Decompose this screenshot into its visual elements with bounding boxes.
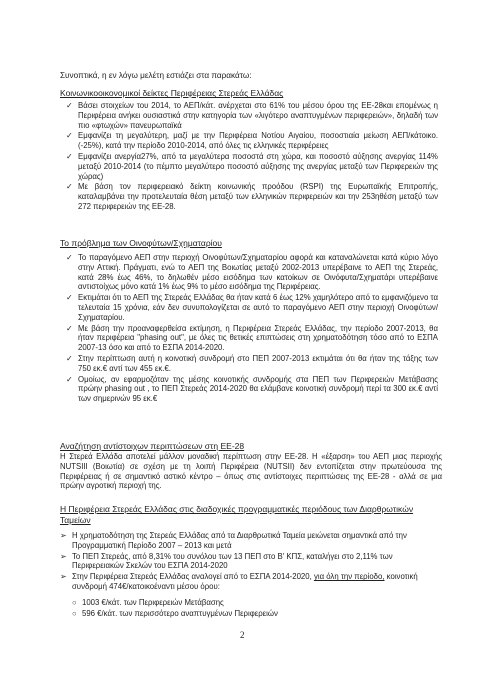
list-item: ➢ Στην Περιφέρεια Στερεάς Ελλάδας αναλογεί από το ΕΣΠΑ 2014-2020, για όλη την περίοδο, κοινοτική συνδρομή 474€/κατοικοέναντι μέσου όρου: <box>60 572 418 591</box>
oinofyta-bullets <box>66 253 438 405</box>
checkmark-bullet-icon: ✓ <box>66 101 73 110</box>
funding-sub-bullets <box>72 597 278 619</box>
section-heading-oinofyta: Το πρόβλημα των Οινοφύτων/Σχηματαρίου <box>60 238 222 248</box>
checkmark-bullet-icon: ✓ <box>66 323 73 333</box>
checkmark-bullet-icon: ✓ <box>66 353 73 363</box>
list-item: ○ 1003 €/κάτ. των Περιφερειών Μετάβασης <box>72 598 224 607</box>
list-item: ✓ Εμφανίζει ανεργία27%, από τα μεγαλύτερα ποσοστά στη χώρα, και ποσοστό αύξησης ανεργίας 114% μεταξύ 2010-2014 (το πέμπτο μεγαλύτερο ποσοστό αύξησης της ανεργίας μεταξύ των Περιφερειών της χώρας) <box>66 151 438 181</box>
arrow-bullet-icon: ➢ <box>60 531 67 540</box>
eu-cases-paragraph: Η Στερεά Ελλάδα αποτελεί μάλλον μοναδική περίπτωση στην ΕΕ-28. Η «έξαρση» του ΑΕΠ μιας περιοχής NUTSIII (Βοιωτία) σε σχέση με τη λοιπή Περιφέρεια (NUTSII) δεν εντοπίζεται στην πρωτεύουσα της Περιφέρειας ή σε σημαντικό αστικό κέντρο – όπως στις αντίστοιχες περιπτώσεις της ΕΕ-28 - αλλά σε μια πρώην αγροτική περιοχή της. <box>60 452 442 491</box>
page-number: 2 <box>240 630 245 640</box>
section-heading-funding-periods: Η Περιφέρεια Στερεάς Ελλάδας στις διαδοχικές προγραμματικές περιόδους των Διαρθρωτικών Ταμείων <box>60 504 414 525</box>
list-item: ✓ Με βάση τον περιφερειακό δείκτη κοινωνικής προόδου (RSPI) της Ευρωπαϊκής Επιτροπής, καταλαμβάνει την προτελευταία θέση μεταξύ των ελληνικών περιφερειών και την 253ηθέση μεταξύ των 272 περιφερειών της ΕΕ-28. <box>66 182 438 211</box>
circle-bullet-icon: ○ <box>72 609 77 618</box>
checkmark-bullet-icon: ✓ <box>66 293 73 303</box>
section-heading-socioeconomic: Κοινωνικοοικονομικοί δείκτες Περιφέρειας Στερεάς Ελλάδας <box>60 88 284 98</box>
checkmark-bullet-icon: ✓ <box>66 131 73 141</box>
circle-bullet-icon: ○ <box>72 598 77 607</box>
arrow-bullet-icon: ➢ <box>60 551 67 561</box>
checkmark-bullet-icon: ✓ <box>66 253 73 262</box>
funding-bullets <box>60 531 440 593</box>
checkmark-bullet-icon: ✓ <box>66 182 73 192</box>
list-item: ○ 596 €/κάτ. των περισσότερο αναπτυγμένων Περιφερειών <box>72 609 278 618</box>
list-item: ✓ Στην περίπτωση αυτή η κοινοτική συνδρομή στο ΠΕΠ 2007-2013 εκτιμάται ότι θα ήταν της τάξης των 750 εκ.€ αντί των 455 εκ.€. <box>66 353 438 373</box>
list-item: ✓ Με βάση την προαναφερθείσα εκτίμηση, η Περιφέρεια Στερεάς Ελλάδας, την περίοδο 2007-2013, θα ήταν περιφέρεια "phasing out", με όλες τις θετικές επιπτώσεις στη χρηματοδότηση τόσο από το ΕΣΠΑ 2007-13 όσο και από το ΕΣΠΑ 2014-2020. <box>66 323 438 353</box>
list-item: ➢ Η χρηματοδότηση της Στερεάς Ελλάδας από τα Διαρθρωτικά Ταμεία μειώνεται σημαντικά από την Προγραμματική Περίοδο 2007 – 2013 και μετά <box>60 531 407 550</box>
checkmark-bullet-icon: ✓ <box>66 151 73 161</box>
intro-text: Συνοπτικά, η εν λόγω μελέτη εστιάζει στα παρακάτω: <box>60 71 252 80</box>
list-item: ➢ Το ΠΕΠ Στερεάς, από 8,31% του συνόλου των 13 ΠΕΠ στο Β' ΚΠΣ, καταλήγει στο 2,11% των Περιφερειακών Σκελών του ΕΣΠΑ 2014-2020 <box>60 551 393 571</box>
section-heading-eu-cases: Αναζήτηση αντίστοιχων περιπτώσεων στη ΕΕ-28 <box>60 441 245 451</box>
list-item: ✓ Βάσει στοιχείων του 2014, το ΑΕΠ/κάτ. ανέρχεται στο 61% του μέσου όρου της ΕΕ-28και επομένως η Περιφέρεια ανήκει ουσιαστικά στην κατηγορία των «λιγότερο αναπτυγμένων περιφερειών», δηλαδή των πιο «φτωχών» πανευρωπαϊκά <box>66 101 438 130</box>
checkmark-bullet-icon: ✓ <box>66 374 73 384</box>
list-item: ✓ Εμφανίζει τη μεγαλύτερη, μαζί με την Περιφέρεια Νοτίου Αιγαίου, ποσοστιαία μείωση ΑΕΠ/κάτοικο. (-25%), κατά την περίοδο 2010-2014, από όλες τις ελληνικές περιφέρειες <box>66 131 438 151</box>
list-item: ✓ Ομοίως, αν εφαρμοζόταν της μέσης κοινοτικής συνδρομής στα ΠΕΠ των Περιφερειών Μετάβασης πρώην phasing out , το ΠΕΠ Στερεάς 2014-2020 θα ελάμβανε κοινοτική συνδρομή περί τα 300 εκ.€ αντί των σημερινών 95 εκ.€ <box>66 374 438 404</box>
list-item: ✓ Το παραγόμενο ΑΕΠ στην περιοχή Οινοφύτων/Σχηματαρίου αφορά και καταναλώνεται κατά κύριο λόγο στην Αττική. Πράγματι, ενώ το ΑΕΠ της Βοιωτίας μεταξύ 2002-2013 υπερέβαινε το ΑΕΠ της Στερεάς, κατά 28% έως 46%, το δηλωθέν μέσο εισόδημα των κατοίκων σε Οινόφυτα/Σχηματάρι υπερέβαινε αντιστοίχως μόνο κατά 1% έως 9% το μέσο εισόδημα της Περιφέρειας. <box>66 253 438 292</box>
list-item: ✓ Εκτιμάται ότι το ΑΕΠ της Στερεάς Ελλάδας θα ήταν κατά 6 έως 12% χαμηλότερο από το εμφανιζόμενο τα τελευταία 15 χρόνια, εάν δεν συνυπολογίζεται σε αυτό το παραγόμενο ΑΕΠ στην περιοχή Οινοφύτων/Σχηματαρίου. <box>66 293 438 322</box>
socioeconomic-bullets <box>66 101 438 213</box>
arrow-bullet-icon: ➢ <box>60 572 67 582</box>
